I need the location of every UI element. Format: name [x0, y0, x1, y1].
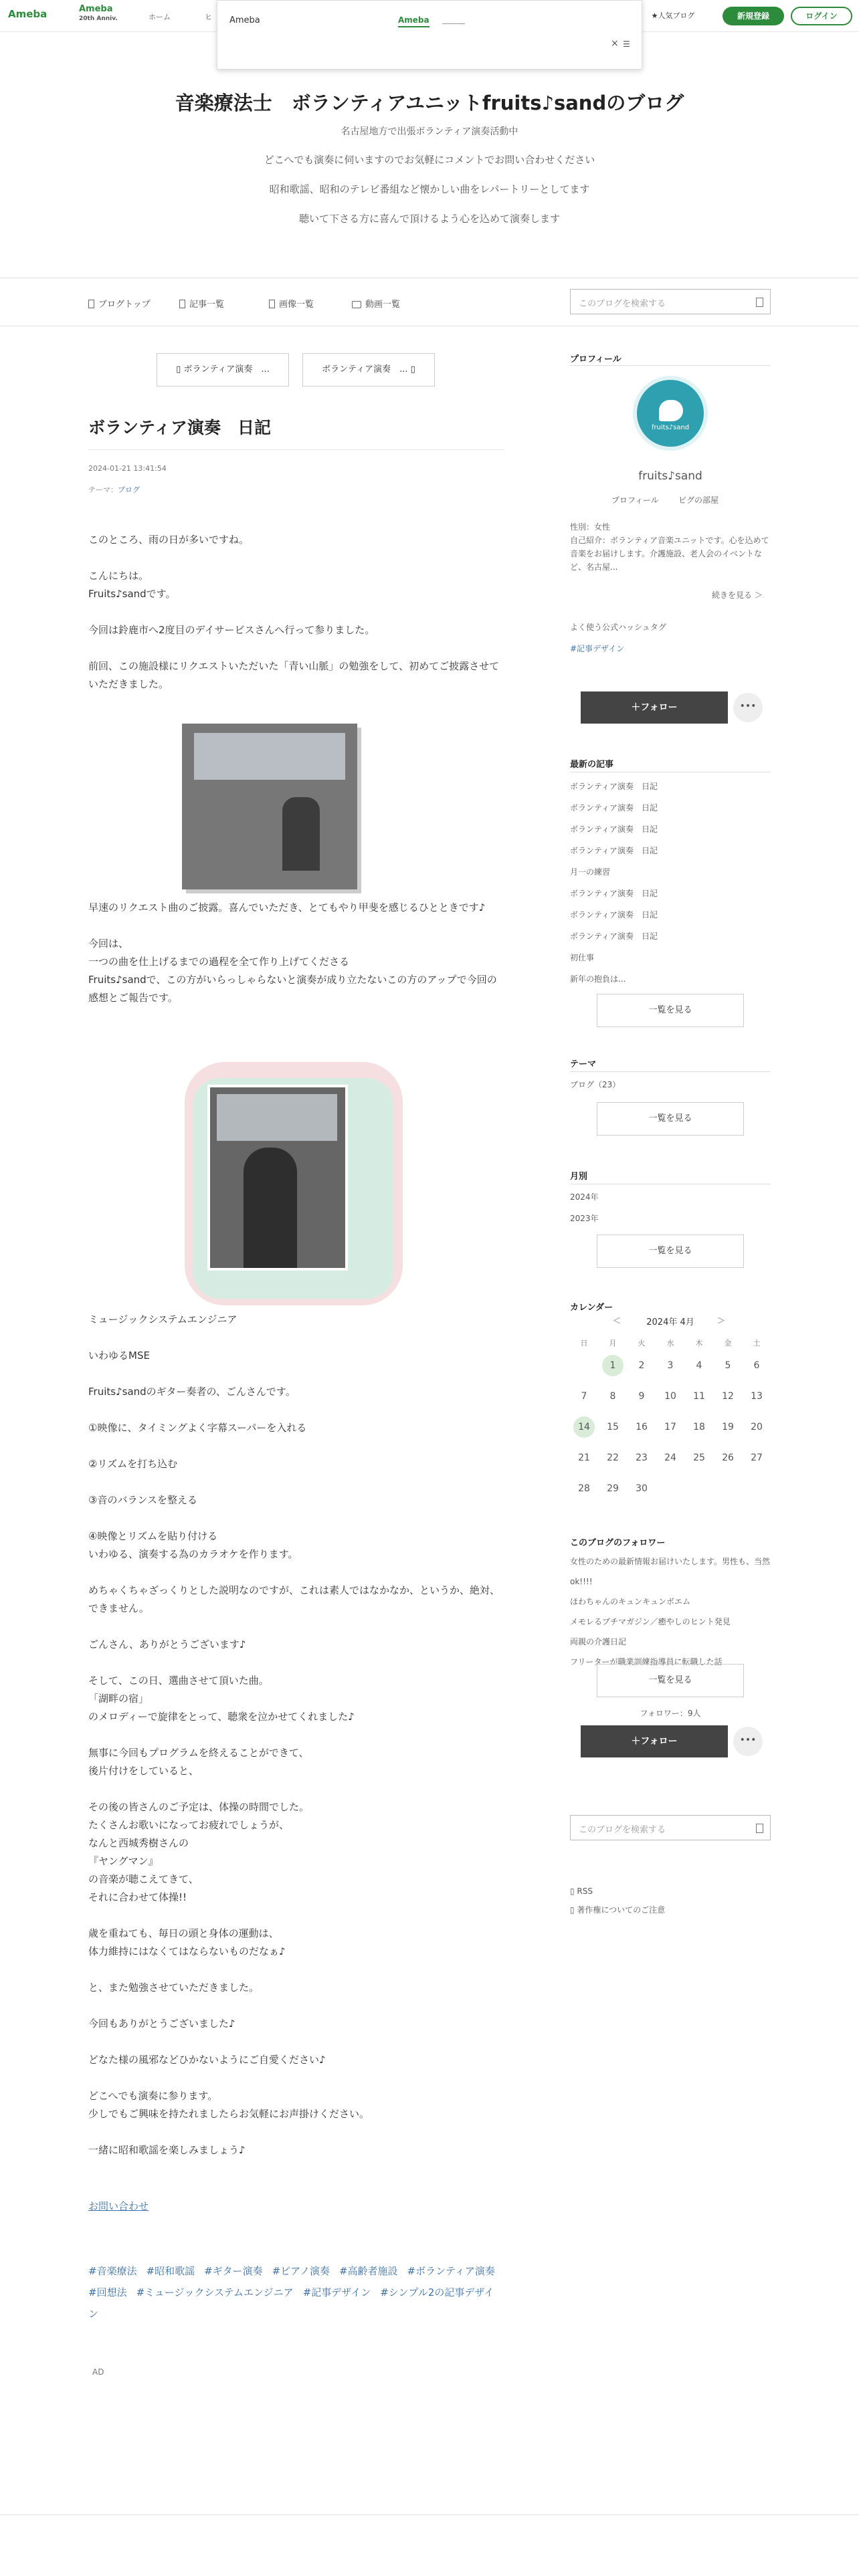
- monthly-see-all-button[interactable]: 一覧を見る: [597, 1235, 744, 1268]
- ameba-popup: [217, 0, 642, 70]
- blog-header: [0, 70, 859, 278]
- profile-name[interactable]: fruits♪sand: [638, 469, 702, 483]
- hashtag[interactable]: #高齢者施設: [339, 2265, 398, 2277]
- ameba-logo[interactable]: Ameba: [8, 8, 47, 20]
- hashtag[interactable]: #回想法: [88, 2286, 127, 2298]
- photo-window-2: [217, 1094, 337, 1141]
- blog-desc-2: どこへでも演奏に伺いますのでお気軽にコメントでお問い合わせください: [264, 154, 595, 166]
- performance-photo-2: [185, 1062, 403, 1305]
- star-icon: ★: [651, 11, 658, 20]
- popular-blog-link[interactable]: [644, 7, 702, 25]
- nav-video-list-label: 動画一覧: [365, 300, 401, 310]
- calendar-day[interactable]: 26: [722, 1453, 734, 1463]
- recent-item[interactable]: ボランティア演奏 日記: [570, 910, 658, 920]
- login-button[interactable]: ログイン: [791, 7, 852, 25]
- register-button[interactable]: 新規登録: [723, 7, 784, 25]
- monthly-heading: 月別: [570, 1172, 588, 1182]
- recent-item[interactable]: 新年の抱負は...: [570, 974, 626, 984]
- recent-see-all-button[interactable]: 一覧を見る: [597, 994, 744, 1027]
- weekday-label: 日: [580, 1339, 588, 1348]
- calendar-day[interactable]: 28: [578, 1483, 590, 1494]
- recent-item[interactable]: 月一の練習: [570, 867, 611, 877]
- popular-blog-label: 人気ブログ: [658, 11, 695, 20]
- popup-divider: [442, 23, 465, 24]
- photo-window: [194, 733, 345, 780]
- calendar-day[interactable]: 22: [607, 1453, 619, 1463]
- hashtag-list: [88, 2260, 504, 2325]
- calendar-day[interactable]: 10: [664, 1391, 676, 1402]
- calendar-day[interactable]: 2: [638, 1360, 645, 1371]
- popup-close-icon[interactable]: ×: [611, 38, 619, 49]
- follow-button-2[interactable]: ＋フォロー: [581, 1725, 728, 1757]
- official-hashtag-link[interactable]: #記事デザイン: [570, 644, 625, 653]
- avatar[interactable]: [633, 376, 708, 451]
- calendar-day[interactable]: 6: [753, 1360, 760, 1371]
- hashtag[interactable]: #記事デザイン: [302, 2286, 371, 2298]
- follower-item[interactable]: 両親の介護日記: [570, 1637, 627, 1646]
- pigg-room-link[interactable]: ピグの部屋: [678, 496, 719, 505]
- recent-item[interactable]: 初仕事: [570, 953, 595, 962]
- calendar-day[interactable]: 17: [664, 1422, 676, 1432]
- followers-heading: このブログのフォロワー: [570, 1538, 666, 1548]
- follower-item[interactable]: フリーターが職業訓練指導員に転職した話: [570, 1657, 723, 1667]
- popup-link[interactable]: Ameba: [398, 15, 430, 27]
- calendar-day[interactable]: 18: [693, 1422, 705, 1432]
- popup-menu-icon[interactable]: ☰: [623, 39, 630, 49]
- weekday-label: 木: [695, 1339, 703, 1348]
- theme-divider: [570, 1071, 771, 1072]
- followers-list: [570, 1551, 771, 1672]
- calendar-day[interactable]: 9: [638, 1391, 645, 1402]
- copyright-label: 著作権についてのご注意: [577, 1905, 666, 1915]
- hashtag[interactable]: #ボランティア演奏: [407, 2265, 495, 2277]
- calendar-day[interactable]: 7: [581, 1391, 587, 1402]
- footer-divider: [0, 2514, 859, 2515]
- copyright-link[interactable]: [570, 1903, 665, 1917]
- guitarist-photo: [207, 1085, 348, 1271]
- calendar-prev-icon[interactable]: ＜: [613, 1316, 622, 1325]
- nav-article-list-label: 記事一覧: [189, 300, 225, 310]
- video-icon: [352, 301, 361, 308]
- blog-desc-1: 名古屋地方で出張ボランティア演奏活動中: [341, 126, 518, 137]
- image-icon: [269, 300, 275, 308]
- calendar-day[interactable]: 11: [693, 1391, 705, 1402]
- article-para-2: 早速のリクエスト曲のご披露。喜んでいただき、とてもやり甲斐を感じるひとときです♪ 今回は、 一つの曲を仕上げるまでの過程を全て作り上げてくださる Fruits♪sandで、この方がいらっしゃらないと演奏が成り立たないこの方のアップで今回の感想とご報告です。: [88, 901, 497, 1004]
- performance-photo-1: [182, 724, 357, 889]
- ameba-20th-text: Ameba: [79, 4, 113, 14]
- monthly-list: [570, 1186, 771, 1229]
- article-para-1: このところ、雨の日が多いですね。 こんにちは。 Fruits♪sandです。 今回は鈴鹿市へ2度目のデイサービスさんへ行って参りました。 前回、この施設様にリクエストいただいた「青い山脈」の勉強をして、初めてご披露させていただきました。: [88, 534, 500, 690]
- calendar-day[interactable]: 13: [751, 1391, 763, 1402]
- recent-item[interactable]: ボランティア演奏 日記: [570, 889, 658, 898]
- recent-item[interactable]: ボランティア演奏 日記: [570, 825, 658, 834]
- calendar-month: 2024年 4月: [646, 1317, 694, 1327]
- profile-intro: 自己紹介：ボランティア音楽ユニットです。心を込めて音楽をお届けします。介護施設、老人会のイベントなど、名古屋...: [570, 536, 769, 572]
- recent-heading: 最新の記事: [570, 760, 614, 770]
- search-icon[interactable]: [756, 298, 763, 307]
- recent-list: [570, 776, 771, 990]
- calendar-day[interactable]: 25: [693, 1453, 705, 1463]
- nav-article-list[interactable]: [179, 297, 224, 310]
- rss-icon: ▯: [570, 1887, 577, 1896]
- hashtag[interactable]: #ギター演奏: [204, 2265, 263, 2277]
- chevron-left-icon: ▯: [176, 364, 184, 374]
- breadcrumb-next[interactable]: ヒ: [205, 13, 212, 21]
- popup-title: Ameba: [229, 15, 260, 25]
- page-icon: [88, 300, 94, 308]
- nav-image-list-label: 画像一覧: [279, 300, 314, 310]
- more-options-button[interactable]: •••: [733, 693, 763, 722]
- prev-article-label: ボランティア演奏 ...: [183, 364, 270, 374]
- blog-search-input[interactable]: [570, 289, 771, 314]
- theme-heading: テーマ: [570, 1059, 597, 1069]
- calendar-day[interactable]: 14: [573, 1416, 595, 1438]
- calendar-day[interactable]: 12: [722, 1391, 734, 1402]
- ad-label: AD: [92, 2367, 104, 2377]
- profile-gender: 性別：女性: [570, 522, 611, 532]
- weekday-label: 水: [666, 1339, 674, 1348]
- contact-link[interactable]: お問い合わせ: [88, 2200, 149, 2212]
- profile-link[interactable]: プロフィール: [611, 496, 659, 505]
- followers-see-all-button[interactable]: 一覧を見る: [597, 1664, 744, 1697]
- recent-item[interactable]: ボランティア演奏 日記: [570, 932, 658, 941]
- hashtag[interactable]: #昭和歌謡: [146, 2265, 195, 2277]
- calendar-day[interactable]: 30: [636, 1483, 648, 1494]
- read-more-link[interactable]: 続きを見る ＞: [712, 591, 763, 600]
- profile-heading: プロフィール: [570, 354, 622, 364]
- month-item[interactable]: 2023年: [570, 1214, 599, 1223]
- hashtag-heading: よく使う公式ハッシュタグ: [570, 623, 666, 632]
- rss-label: RSS: [577, 1887, 593, 1896]
- hashtag[interactable]: #シンプル2の記事デザイン: [88, 2286, 494, 2320]
- bird-icon: [659, 400, 683, 421]
- article-para-3: ミュージックシステムエンジニア いわゆるMSE Fruits♪sandのギター奏者の、ごんさんです。 ①映像に、タイミングよく字幕スーパーを入れる ②リズムを打ち込む ③音のバランスを整える ④映像とリズムを貼り付ける いわゆる、演奏する為のカラオケを作ります。 めちゃくちゃざっくりとした説明なのですが、これは素人ではなかなか、というか、絶対、できません。 ごんさん、ありがとうございます♪ そして、この日、選曲させて頂いた曲。 「湖畔の宿」 のメロディーで旋律をとって、聴衆を泣かせてくれました♪ 無事に今回もプログラムを終えることができて、 後片付けをしていると、 その後の皆さんのご予定は、体操の時間でした。 たくさんお歌いになってお疲れでしょうが、 なんと西城秀樹さんの 『ヤングマン』 の音楽が聴こえてきて、 それに合わせて体操!! 歳を重ねても、毎日の頭と身体の運動は、 体力維持にはなくてはならないものだなぁ♪ と、また勉強させていただきました。 今回もありがとうございました♪ どなた様の風邪などひかないようにご自愛ください♪ どこへでも演奏に参ります。 少しでもご興味を持たれましたらお気軽にお声掛けください。 一緒に昭和歌謡を楽しみましょう♪: [88, 1313, 500, 2156]
- ameba-20th-sub: 20th Anniv.: [79, 15, 118, 22]
- calendar-day[interactable]: 27: [751, 1453, 763, 1463]
- follower-count: フォロワー：9人: [640, 1709, 701, 1718]
- follow-button[interactable]: ＋フォロー: [581, 691, 728, 724]
- calendar-day[interactable]: 23: [636, 1453, 648, 1463]
- month-item[interactable]: 2024年: [570, 1192, 599, 1202]
- follower-item[interactable]: 女性のための最新情報お届けいたします。男性も、当然ok!!!!: [570, 1557, 771, 1586]
- title-divider: [88, 449, 504, 450]
- article-date: 2024-01-21 13:41:54: [88, 464, 167, 473]
- recent-item[interactable]: ボランティア演奏 日記: [570, 782, 658, 791]
- sidebar-search-input[interactable]: [570, 1815, 771, 1840]
- calendar-day[interactable]: 4: [696, 1360, 702, 1371]
- chevron-right-icon: ▯: [407, 364, 415, 374]
- hashtag[interactable]: #ピアノ演奏: [272, 2265, 330, 2277]
- calendar-day[interactable]: 15: [607, 1422, 619, 1432]
- ameba-20th-logo[interactable]: [79, 4, 118, 24]
- nav-blog-top-label: ブログトップ: [98, 300, 151, 310]
- rss-link[interactable]: [570, 1885, 593, 1898]
- weekday-label: 月: [609, 1339, 617, 1348]
- hashtag[interactable]: #音楽療法: [88, 2265, 137, 2277]
- nav-image-list[interactable]: [269, 297, 314, 310]
- calendar-day[interactable]: 21: [578, 1453, 590, 1463]
- prev-article-button[interactable]: [157, 353, 289, 387]
- theme-label: テーマ：: [88, 486, 118, 494]
- weekday-label: 火: [638, 1339, 646, 1348]
- article-theme: [88, 484, 140, 495]
- theme-link[interactable]: ブログ: [118, 486, 140, 494]
- copyright-icon: ▯: [570, 1905, 577, 1915]
- photo-guitarist: [244, 1148, 297, 1268]
- follower-item[interactable]: メモレるブチマガジン／癒やしのヒント発見: [570, 1617, 731, 1626]
- search-placeholder: このブログを検索する: [579, 299, 666, 309]
- calendar-day[interactable]: 3: [667, 1360, 674, 1371]
- calendar-next-icon[interactable]: ＞: [717, 1316, 726, 1325]
- recent-item[interactable]: ボランティア演奏 日記: [570, 803, 658, 813]
- nav-video-list[interactable]: [352, 297, 400, 310]
- blog-desc-3: 昭和歌謡、昭和のテレビ番組など懐かしい曲をレパートリーとしてます: [269, 183, 590, 195]
- calendar-day[interactable]: 29: [607, 1483, 619, 1494]
- profile-divider: [570, 365, 771, 366]
- nav-blog-top[interactable]: [88, 297, 151, 310]
- calendar-day[interactable]: 19: [722, 1422, 734, 1432]
- avatar-text: fruits♪sand: [651, 424, 690, 431]
- blog-nav: [0, 278, 859, 326]
- calendar-day[interactable]: 8: [609, 1391, 616, 1402]
- theme-item[interactable]: ブログ（23）: [570, 1080, 621, 1089]
- calendar-day[interactable]: 16: [636, 1422, 648, 1432]
- sidebar-search-icon[interactable]: [756, 1824, 763, 1833]
- calendar-day[interactable]: 1: [602, 1355, 624, 1376]
- hashtag[interactable]: #ミュージックシステムエンジニア: [136, 2286, 294, 2298]
- calendar-heading: カレンダー: [570, 1303, 613, 1313]
- breadcrumb-home[interactable]: ホーム: [149, 13, 171, 21]
- weekday-label: 金: [724, 1339, 732, 1348]
- photo-person: [282, 797, 320, 871]
- recent-item[interactable]: ボランティア演奏 日記: [570, 846, 658, 855]
- blog-title[interactable]: 音楽療法士 ボランティアユニットfruits♪sandのブログ: [175, 92, 684, 114]
- next-article-button[interactable]: [302, 353, 435, 387]
- sidebar-search-placeholder: このブログを検索する: [579, 1825, 666, 1835]
- more-options-button-2[interactable]: •••: [733, 1727, 763, 1756]
- article-title[interactable]: ボランティア演奏 日記: [88, 418, 272, 437]
- next-article-label: ボランティア演奏 ...: [322, 364, 408, 374]
- calendar-day[interactable]: 24: [664, 1453, 676, 1463]
- follower-item[interactable]: ほわちゃんのキュンキュンボエム: [570, 1597, 691, 1606]
- theme-see-all-button[interactable]: 一覧を見る: [597, 1102, 744, 1136]
- calendar-day[interactable]: 20: [751, 1422, 763, 1432]
- blog-desc-4: 聴いて下さる方に喜んで頂けるよう心を込めて演奏します: [298, 213, 560, 225]
- calendar-day[interactable]: 5: [725, 1360, 731, 1371]
- weekday-label: 土: [753, 1339, 761, 1348]
- list-icon: [179, 300, 185, 308]
